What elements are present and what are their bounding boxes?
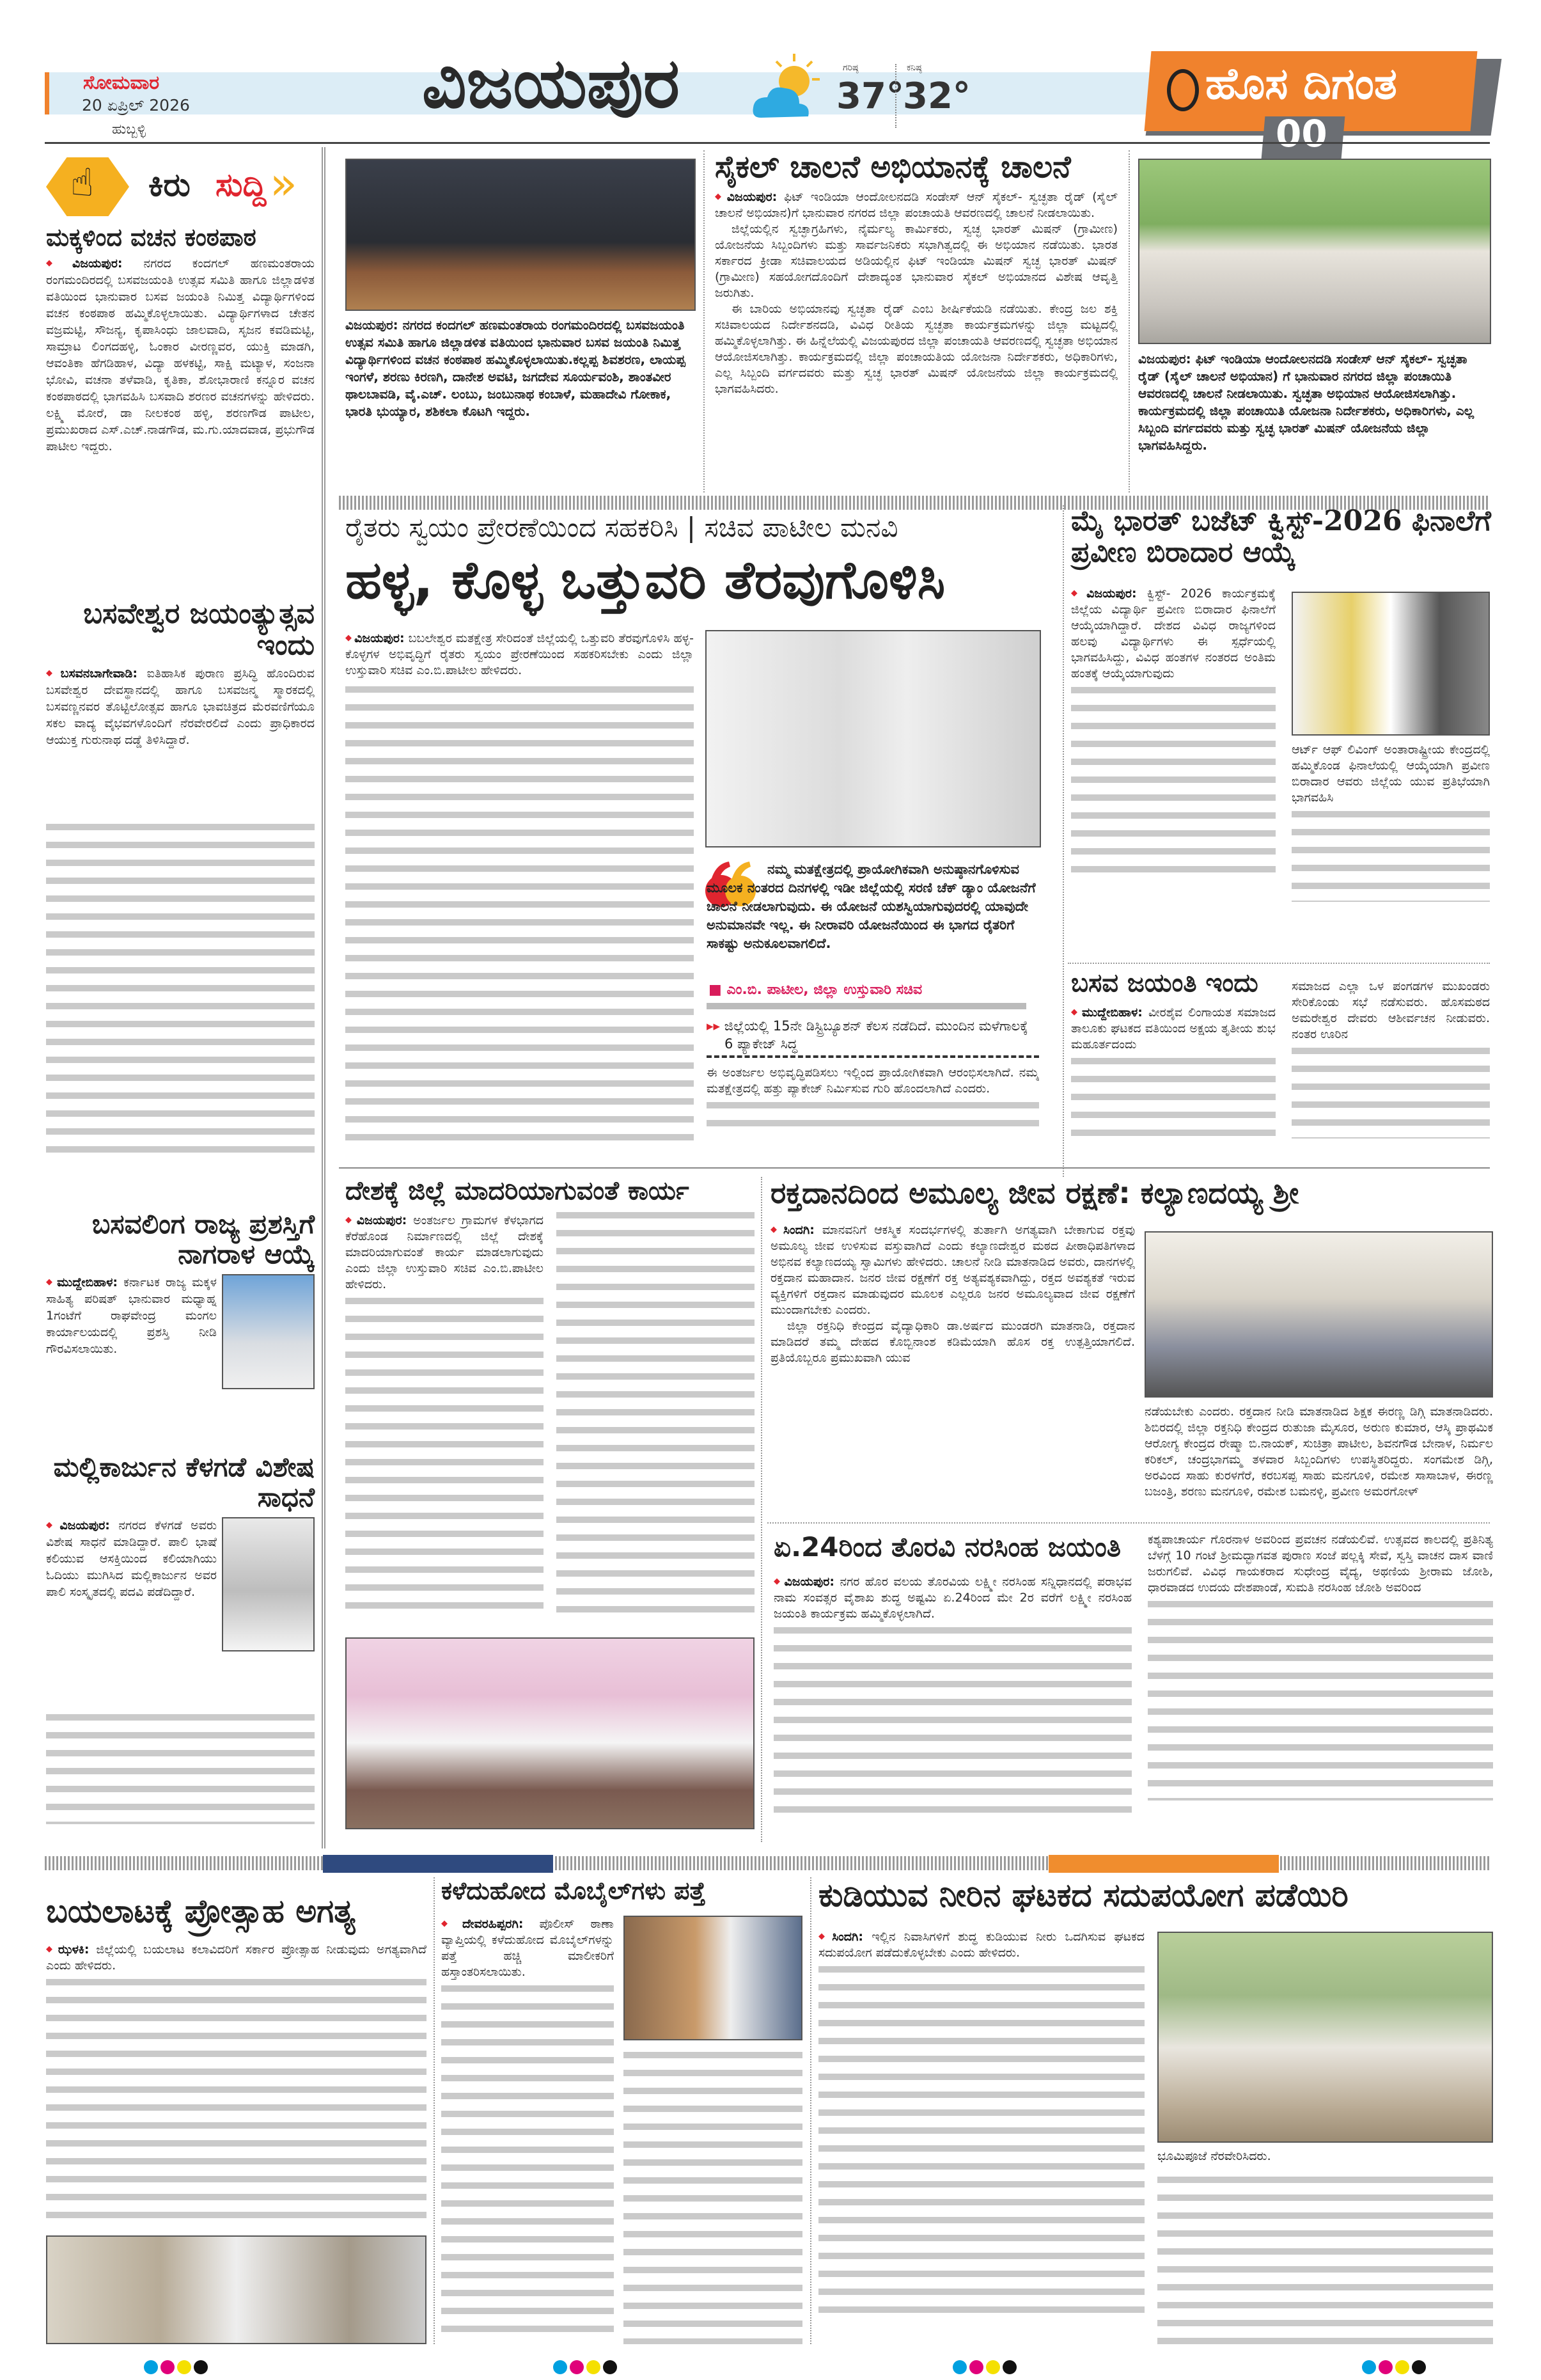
sun-cloud-icon <box>748 52 825 123</box>
cycle-story <box>715 150 1118 483</box>
divider <box>434 1877 435 2344</box>
portrait-photo <box>222 1274 315 1389</box>
text-lines <box>1292 1043 1490 1139</box>
text-lines <box>46 1709 315 1824</box>
pull-quote: ನಮ್ಮ ಮತಕ್ಷೇತ್ರದಲ್ಲಿ ಪ್ರಾಯೋಗಿಕವಾಗಿ ಅನುಷ್ಠಾನಗೊಳಿಸುವ ಮೂಲಕ ನಂತರದ ದಿನಗಳಲ್ಲಿ ಇಡೀ ಜಿಲ್ಲೆಯಲ್ಲಿ ಸರಣಿ ಚೆಕ್ ಡ್ಯಾಂ ಯೋಜನೆಗೆ ಚಾಲನೆ ನೀಡಲಾಗುವುದು. ಈ ಯೋಜನೆ ಯಶಸ್ವಿಯಾಗುವುದರಲ್ಲಿ ಯಾವುದೇ ಅನುಮಾನವೇ ಇಲ್ಲ. ಈ ನೀರಾವರಿ ಯೋಜನೆಯಿಂದ ಈ ಭಾಗದ ರೈತರಿಗೆ ಸಾಕಷ್ಟು ಅನುಕೂಲವಾಗಲಿದೆ. <box>707 862 1036 951</box>
blood-headline: ರಕ್ತದಾನದಿಂದ ಅಮೂಲ್ಯ ಜೀವ ರಕ್ಷಣೆ: ಕಲ್ಯಾಣದಯ್ಯ ಶ್ರೀ <box>770 1176 1299 1210</box>
divider <box>767 1522 1490 1524</box>
mybharat-headline: ಮೈ ಭಾರತ್ ಬಜೆಟ್ ಕ್ವಿಸ್ಟ್-2026 ಫಿನಾಲೆಗೆ ಪ್ರವೀಣ ಬಿರಾದಾರ ಆಯ್ಕೆ <box>1071 505 1491 569</box>
dateline: ◆ ವಿಜಯಪುರ: <box>345 631 405 645</box>
square-bullet-icon: ■ <box>708 982 727 998</box>
dateline: ◆ ವಿಜಯಪುರ: <box>774 1575 834 1589</box>
desha-headline: ದೇಶಕ್ಕೆ ಜಿಲ್ಲೆ ಮಾದರಿಯಾಗುವಂತೆ ಕಾರ್ಯ <box>345 1176 689 1206</box>
story-body: ಜಿಲ್ಲೆಯಲ್ಲಿ ಬಯಲಾಟ ಕಲಾವಿದರಿಗೆ ಸರ್ಕಾರ ಪ್ರೋತ್ಸಾಹ ನೀಡುವುದು ಅಗತ್ಯವಾಗಿದೆ ಎಂದು ಹೇಳಿದರು. <box>46 1943 426 1973</box>
text-lines <box>441 1980 614 2338</box>
divider <box>1068 963 1490 964</box>
min-temp: 32° <box>903 75 971 117</box>
headline: ಮಲ್ಲಿಕಾರ್ಜುನ ಕೆಳಗಡೆ ವಿಶೇಷ ಸಾಧನೆ <box>53 1451 315 1513</box>
column-divider <box>322 147 325 1848</box>
cycle-rally-photo <box>1138 159 1491 344</box>
arrow-icon: ▸▸ <box>707 1018 721 1034</box>
section-rule <box>339 1167 1490 1169</box>
blood-camp-photo <box>1145 1231 1493 1398</box>
story-body: ನಗರದ ಕೆಳಗಡೆ ಅವರು ವಿಶೇಷ ಸಾಧನೆ ಮಾಡಿದ್ದಾರೆ. ಪಾಲಿ ಭಾಷೆ ಕಲಿಯುವ ಆಸಕ್ತಿಯಿಂದ ಕಲಿಯಾಗಿಯು ಓದಿಯು ಮುಗಿಸಿದ ಮಲ್ಲಿಕಾರ್ಜುನ ಅವರ ಪಾಲಿ ಸಂಸ್ಕೃತದಲ್ಲಿ ಪದವಿ ಪಡೆದಿದ್ದಾರೆ. <box>46 1518 217 1600</box>
divider <box>810 1877 811 2344</box>
dateline: ◆ ಬಸವನಬಾಗೇವಾಡಿ: <box>46 666 137 681</box>
text-lines <box>623 2047 802 2344</box>
subhead-text: ಜಿಲ್ಲೆಯಲ್ಲಿ 15ನೇ ಡಿಸ್ಟ್ರಿಬ್ಯೂಶನ್ ಕೆಲಸ ನಡೆದಿದೆ. ಮುಂದಿನ ಮಳೆಗಾಲಕ್ಕೆ 6 ಪ್ಯಾಕೇಜ್ ಸಿದ್ಧ <box>724 1018 1028 1052</box>
story-body: ಈ ಅಂತರ್ಜಲ ಅಭಿವೃದ್ಧಿಪಡಿಸಲು ಇಲ್ಲಿಂದ ಪ್ರಾಯೋಗಿಕವಾಗಿ ಆರಂಭಿಸಲಾಗಿದೆ. ನಮ್ಮ ಮತಕ್ಷೇತ್ರದಲ್ಲಿ ಹತ್ತು ಪ್ಯಾಕೇಜ್ ನಿರ್ಮಿಸುವ ಗುರಿ ಹೊಂದಲಾಗಿದೆ ಎಂದರು. <box>707 1066 1039 1096</box>
artists-photo <box>46 2235 426 2344</box>
story-body: ಕರ್ನಾಟಕ ರಾಜ್ಯ ಮಕ್ಕಳ ಸಾಹಿತ್ಯ ಪರಿಷತ್ ಭಾನುವಾರ ಮಧ್ಯಾಹ್ನ 1ಗಂಟೆಗೆ ರಾಘವೇಂದ್ರ ಮಂಗಲ ಕಾರ್ಯಾಲಯದಲ್ಲಿ ಪ್ರಶಸ್ತಿ ನೀಡಿ ಗೌರವಿಸಲಾಯಿತು. <box>46 1275 217 1357</box>
police-photo <box>623 1916 802 2040</box>
water-headline: ಕುಡಿಯುವ ನೀರಿನ ಘಟಕದ ಸದುಪಯೋಗ ಪಡೆಯಿರಿ <box>818 1877 1349 1914</box>
text-lines <box>818 1961 1145 2319</box>
quote-author <box>708 982 922 998</box>
registration-marks <box>953 2360 1019 2377</box>
registration-marks <box>553 2360 620 2377</box>
dateline: ◆ ವಿಜಯಪುರ: <box>46 1518 110 1533</box>
photo-caption: ವಿಜಯಪುರ: ಫಿಟ್ ಇಂಡಿಯಾ ಆಂದೋಲನದಡಿ ಸಂಡೇಸ್ ಆನ್ ಸೈಕಲ್- ಸ್ವಚ್ಛತಾ ರೈಡ್ (ಸೈಲ್ ಚಾಲನೆ ಅಭಿಯಾನ) ಗೆ ಭಾನುವಾರ ನಗರದ ಜಿಲ್ಲಾ ಪಂಚಾಯಿತಿ ಆವರಣದಲ್ಲಿ ಚಾಲನೆ ನೀಡಲಾಯಿತು. ಸ್ವಚ್ಛತಾ ಅಭಿಯಾನ ಆಯೋಜಿಸಲಾಗಿತ್ತು. ಕಾರ್ಯಕ್ರಮದಲ್ಲಿ ಜಿಲ್ಲಾ ಪಂಚಾಯಿತಿ ಯೋಜನಾ ನಿರ್ದೇಶಕರು, ಅಧಿಕಾರಿಗಳು, ಎಲ್ಲ ಸಿಬ್ಬಂದಿ ವರ್ಗದವರು ಮತ್ತು ಸ್ವಚ್ಛ ಭಾರತ್ ಮಿಷನ್ ಯೋಜನೆಯ ಜಿಲ್ಲಾ ಭಾಗವಹಿಸಿದ್ದರು. <box>1138 351 1475 453</box>
dateline: ◆ ಸಿಂದಗಿ: <box>818 1930 863 1944</box>
edition-label: ಹುಬ್ಬಳ್ಳಿ <box>112 122 146 138</box>
story-body: ಜಿಲ್ಲಾ ರಕ್ತನಿಧಿ ಕೇಂದ್ರದ ವೈದ್ಯಾಧಿಕಾರಿ ಡಾ.ಅರ್ಷದ ಮುಂಡರಗಿ ಮಾತನಾಡಿ, ರಕ್ತದಾನ ಮಾಡಿದರೆ ತಮ್ಮ ದೇಹದ ಕೊಬ್ಬಿನಾಂಶ ಕಡಿಮೆಯಾಗಿ ಹೊಸ ರಕ್ತ ಉತ್ಪತ್ತಿಯಾಗಲಿದೆ. ಪ್ರತಿಯೊಬ್ಬರೂ ಪ್ರಮುಖವಾಗಿ ಯುವ <box>770 1319 1135 1365</box>
dateline: ◆ ಝಳಕಿ: <box>46 1943 89 1957</box>
text-lines <box>1148 1596 1493 1801</box>
text-lines <box>707 1097 1039 1135</box>
headline: ಬಸವೇಶ್ವರ ಜಯಂತ್ಯುತ್ಸವ ಇಂದು <box>83 597 315 662</box>
text-lines <box>1157 2171 1493 2344</box>
max-temp-label: ಗರಿಷ್ಠ <box>843 63 859 73</box>
day-label: ಸೋಮವಾರ <box>83 72 160 94</box>
city-title: ವಿಜಯಪುರ <box>422 43 680 123</box>
story-body: ವೀರಶೈವ ಲಿಂಗಾಯತ ಸಮಾಜದ ತಾಲೂಕು ಘಟಕದ ವತಿಯಿಂದ ಅಕ್ಷಯ ತೃತೀಯ ಶುಭ ಮಹೂರ್ತದಂದು <box>1071 1005 1276 1052</box>
kirusuddi-badge <box>46 157 315 216</box>
logo-emblem-icon <box>1167 69 1199 111</box>
dateline: ◆ ದೇವರಹಿಪ್ಪರಗಿ: <box>441 1917 523 1931</box>
subhead <box>707 1017 1039 1053</box>
dateline: ◆ ವಿಜಯಪುರ: <box>1071 587 1137 601</box>
quote-author-name: ಎಂ.ಬಿ. ಪಾಟೀಲ, ಜಿಲ್ಲಾ ಉಸ್ತುವಾರಿ ಸಚಿವ <box>726 982 923 998</box>
max-temp: 37° <box>836 75 904 117</box>
dateline: ◆ ಸಿಂದಗಿ: <box>770 1223 815 1237</box>
dateline: ◆ ಮುದ್ದೇಬಿಹಾಳ: <box>1071 1005 1143 1020</box>
text-lines <box>1292 806 1490 902</box>
divider <box>761 1177 762 1842</box>
story-body: ಐತಿಹಾಸಿಕ ಪುರಾಣ ಪ್ರಸಿದ್ಧಿ ಹೊಂದಿರುವ ಬಸವೇಶ್ವರ ದೇವಸ್ಥಾನದಲ್ಲಿ ಹಾಗೂ ಬಸವಜನ್ಮ ಸ್ಮಾರಕದಲ್ಲಿ ಬಸವಣ್ಣನವರ ತೊಟ್ಟಿಲೋತ್ಸವ ಹಾಗೂ ಭಾವಚಿತ್ರದ ಮೆರವಣಿಗೆಯೂ ಸಕಲ ವಾದ್ಯ ವೈಭವಗಳೊಂದಿಗೆ ನೆರವೇರಲಿದೆ ಎಂದು ಪ್ರಾಧಿಕಾರದ ಆಯುಕ್ತ ಗುರುನಾಥ ದಡ್ಡೆ ತಿಳಿಸಿದ್ದಾರೆ. <box>46 666 315 747</box>
mobile-headline: ಕಳೆದುಹೋದ ಮೊಬೈಲ್‌ಗಳು ಪತ್ತೆ <box>441 1877 706 1905</box>
text-lines <box>345 681 694 1148</box>
story-body: ಬಬಲೇಶ್ವರ ಮತಕ್ಷೇತ್ರ ಸೇರಿದಂತೆ ಜಿಲ್ಲೆಯಲ್ಲಿ ಒತ್ತುವರಿ ತೆರವುಗೊಳಿಸಿ ಹಳ್ಳ-ಕೊಳ್ಳಗಳ ಅಭಿವೃದ್ಧಿಗೆ ರೈತರು ಸ್ವಯಂ ಪ್ರೇರಣೆಯಿಂದ ಸಹಕರಿಸಬೇಕು ಎಂದು ಜಿಲ್ಲಾ ಉಸ್ತುವಾರಿ ಸಚಿವ ಎಂ.ಬಿ.ಪಾಟೀಲ ಹೇಳಿದರು. <box>345 631 694 677</box>
photo-caption: ವಿಜಯಪುರ: ನಗರದ ಕಂದಗಲ್ ಹಣಮಂತರಾಯ ರಂಗಮಂದಿರದಲ್ಲಿ ಬಸವಜಯಂತಿ ಉತ್ಸವ ಸಮಿತಿ ಹಾಗೂ ಜಿಲ್ಲಾಡಳಿತ ವತಿಯಿಂದ ಭಾನುವಾರ ಬಸವ ಜಯಂತಿ ನಿಮಿತ್ತ ವಿದ್ಯಾರ್ಥಿಗಳಿಂದ ವಚನ ಕಂಠಪಾಠ ಹಮ್ಮಿಕೊಳ್ಳಲಾಯಿತು.ಕಲ್ಲಪ್ಪ ಶಿವಶರಣ, ಲಾಯಪ್ಪ ಇಂಗಳೆ, ಶರಣು ಕಿರಣಗಿ, ದಾನೇಶ ಅವಟಿ, ಜಗದೇವ ಸೂರ್ಯವಂಶಿ, ಶಾಂತವೀರ ಥಾಲಬಾವಡಿ, ವೈ.ಎಚ್. ಲಂಬು, ಜಂಬುನಾಥ ಕಂಬಾಳೆ, ಮಹಾದೇವಿ ಗೋಕಾಕ, ಭಾರತಿ ಭುಯ್ಯಾರ, ಶಶಿಕಲಾ ಕೊಟಗಿ ಇದ್ದರು. <box>345 317 685 419</box>
text-lines <box>1071 1053 1276 1136</box>
story-body: ಸಮಾಜದ ಎಲ್ಲಾ ಒಳ ಪಂಗಡಗಳ ಮುಖಂಡರು ಸೇರಿಕೊಂಡು ಸಭೆ ನಡೆಸುವರು. ಹೊಸಮಠದ ಅಮರೇಶ್ವರ ದೇವರು ಆಶೀರ್ವಚನ ನೀಡುವರು. ನಂತರ ಊರಿನ <box>1292 979 1490 1041</box>
page-number: 00 <box>1276 112 1327 155</box>
pointing-hand-icon: ☝ <box>70 161 94 205</box>
registration-marks <box>1362 2360 1428 2377</box>
stage-photo <box>345 159 696 311</box>
paper-name: ಹೊಸ ದಿಗಂತ <box>1205 59 1397 109</box>
headline: ಮಕ್ಕಳಿಂದ ವಚನ ಕಂಠಪಾಠ <box>46 223 256 251</box>
story-body: ಪೊಲೀಸ್ ಠಾಣಾ ವ್ಯಾಪ್ತಿಯಲ್ಲಿ ಕಳೆದುಹೋದ ಮೊಬೈಲ್‌ಗಳನ್ನು ಪತ್ತೆ ಹಚ್ಚಿ ಮಾಲೀಕರಿಗೆ ಹಸ್ತಾಂತರಿಸಲಾಯಿತು. <box>441 1917 614 1979</box>
dateline: ◆ ಮುದ್ದೇಬಿಹಾಳ: <box>46 1275 118 1289</box>
registration-marks <box>144 2360 210 2377</box>
story-body: ನಗರದ ಕಂದಗಲ್ ಹಣಮಂತರಾಯ ರಂಗಮಂದಿರದಲ್ಲಿ ಬಸವಜಯಂತಿ ಉತ್ಸವ ಸಮಿತಿ ಹಾಗೂ ಜಿಲ್ಲಾಡಳಿತ ವತಿಯಿಂದ ಭಾನುವಾರ ಬಸವ ಜಯಂತಿ ನಿಮಿತ್ತ ವಿದ್ಯಾರ್ಥಿಗಳಿಂದ ವಚನ ಕಂಠಪಾಠ ಹಮ್ಮಿಕೊಳ್ಳಲಾಯಿತು. ವಿದ್ಯಾರ್ಥಿಗಳಾದ ಚೇತನ ವಜ್ರಮಟ್ಟಿ, ಸೌಜನ್ಯ, ಕೃಪಾಸಿಂಧು ಜಾಲವಾದಿ, ಸೃಜನ ಕವಡಿಮಟ್ಟಿ, ಸಾಮ್ರಾಟ ಲಿಂಗದಹಳ್ಳಿ, ಓಂಕಾರ ವೀರಣ್ಣವರ, ಯುಕ್ತಿ ಮಾಡಗಿ, ಆವಂತಿಕಾ ಹೆಗಡಿಹಾಳ, ವಿದ್ಯಾ ಹಳಕಟ್ಟಿ, ಸಾಕ್ಷಿ ಮಟ್ಯಾಳ, ಸಂಜನಾ ಭೋವಿ, ವಚನಾ ತಳೆವಾಡಿ, ಕೃತಿಕಾ, ಶೋಭಾರಾಣಿ ಕನ್ನೂರ ವಚನ ಕಂಠಪಾಠದಲ್ಲಿ ಭಾಗವಹಿಸಿ ಬಸವಾದಿ ಶರಣರ ವಚನಗಳನ್ನು ಹೇಳಿದರು. ಲಕ್ಷ್ಮಿ ಮೋರೆ, ಡಾ ನೀಲಕಂಠ ಹಳ್ಳಿ, ಶರಣಗೌಡ ಪಾಟೀಲ, ಪ್ರಮುಖರಾದ ಎಸ್.ಎಚ್.ನಾಡಗೌಡ, ಮ.ಗು.ಯಾದವಾಡ, ಪ್ರಭುಗೌಡ ಪಾಟೀಲ ಇದ್ದರು. <box>46 256 315 453</box>
dateline: ◆ ವಿಜಯಪುರ: <box>46 256 122 271</box>
chevrons-icon: » <box>270 157 297 210</box>
story-body: ಇಲ್ಲಿನ ನಿವಾಸಿಗಳಿಗೆ ಶುದ್ಧ ಕುಡಿಯುವ ನೀರು ಒದಗಿಸುವ ಘಟಕದ ಸದುಪಯೋಗ ಪಡೆದುಕೊಳ್ಳಬೇಕು ಎಂದು ಹೇಳಿದರು. <box>818 1930 1145 1960</box>
text-lines <box>1071 682 1276 874</box>
divider <box>703 150 705 493</box>
student-photo <box>1292 592 1490 736</box>
lead-headline: ಹಳ್ಳ, ಕೊಳ್ಳ ಒತ್ತುವರಿ ತೆರವುಗೊಳಿಸಿ <box>345 550 946 611</box>
inauguration-photo <box>345 1637 755 1829</box>
portrait-photo <box>222 1517 315 1651</box>
divider <box>1063 505 1064 1177</box>
narasimha-headline: ಏ.24ರಿಂದ ತೊರವಿ ನರಸಿಂಹ ಜಯಂತಿ <box>774 1531 1121 1563</box>
kiru-story-4 <box>46 1452 315 1824</box>
lead-kicker: ರೈತರು ಸ್ವಯಂ ಪ್ರೇರಣೆಯಿಂದ ಸಹಕರಿಸಿ | ಸಚಿವ ಪಾಟೀಲ ಮನವಿ <box>345 512 898 543</box>
story-body: ಈ ಬಾರಿಯ ಅಭಿಯಾನವು ಸ್ವಚ್ಛತಾ ರೈಡ್ ಎಂಬ ಶೀರ್ಷಿಕೆಯಡಿ ನಡೆಯಿತು. ಕೇಂದ್ರ ಜಲ ಶಕ್ತಿ ಸಚಿವಾಲಯದ ನಿರ್ದೇಶನದಡಿ, ವಿವಿಧ ರೀತಿಯ ಸ್ವಚ್ಛತಾ ಕಾರ್ಯಕ್ರಮಗಳನ್ನು ಜಿಲ್ಲಾ ಮಟ್ಟದಲ್ಲಿ ಹಮ್ಮಿಕೊಳ್ಳಲಾಗಿತ್ತು. ಈ ಹಿನ್ನೆಲೆಯಲ್ಲಿ ವಿಜಯಪುರದ ಜಿಲ್ಲಾ ಪಂಚಾಯತಿ ಆವರಣದಲ್ಲಿ ಸ್ವಚ್ಛತಾ ಅಭಿಯಾನ ಆಯೋಜಿಸಲಾಗಿತ್ತು. ಕಾರ್ಯಕ್ರಮದಲ್ಲಿ ಜಿಲ್ಲಾ ಪಂಚಾಯತಿಯ ಯೋಜನಾ ನಿರ್ದೇಶಕರು, ಅಧಿಕಾರಿಗಳು, ಎಲ್ಲ ಸಿಬ್ಬಂದಿ ವರ್ಗದವರು ಮತ್ತು ಸ್ವಚ್ಛ ಭಾರತ್ ಮಿಷನ್ ಯೋಜನೆಯ ಜಿಲ್ಲಾ ಕಾರ್ಯಕ್ರಮದಲ್ಲಿ ಭಾಗವಹಿಸಿದರು. <box>715 301 1118 396</box>
headline: ಬಸವಲಿಂಗ ರಾಜ್ಯ ಪ್ರಶಸ್ತಿಗೆ ನಾಗರಾಳ ಆಯ್ಕೆ <box>91 1208 315 1270</box>
story-body: ಜಿಲ್ಲೆಯಲ್ಲಿನ ಸ್ವಚ್ಛಾಗ್ರಹಿಗಳು, ನೈರ್ಮಲ್ಯ ಕಾರ್ಮಿಕರು, ಸ್ವಚ್ಛ ಭಾರತ್ ಮಿಷನ್ (ಗ್ರಾಮೀಣ) ಯೋಜನೆಯ ಸಿಬ್ಬಂದಿಗಳು ಮತ್ತು ಸಾರ್ವಜನಿಕರು ಸಭಾಗಿತ್ವದಲ್ಲಿ ಈ ಅಭಿಯಾನ ನಡೆಯಿತು. ಭಾರತ ಸರ್ಕಾರದ ಕ್ರೀಡಾ ಸಚಿವಾಲಯದ ಅಡಿಯಲ್ಲಿನ ಫಿಟ್ ಇಂಡಿಯಾ ಮಿಷನ್ ಸ್ವಚ್ಛ ಭಾರತ್ ಮಿಷನ್ (ಗ್ರಾಮೀಣ) ಸಹಯೋಗದೊಂದಿಗೆ ದೇಶಾದ್ಯಂತ ಭಾನುವಾರ ಸೈಕಲ್ ಅಭಿಯಾನದ ವಿಶೇಷ ಆವೃತ್ತಿ ಜರುಗಿತು. <box>715 221 1118 300</box>
kiru-label: ಕಿರು <box>148 166 191 203</box>
dateline: ◆ ವಿಜಯಪುರ: <box>715 190 777 204</box>
story-body: ಅಂತರ್ಜಲ ಗ್ರಾಮಗಳ ಕೆಳಭಾಗದ ಕೆರೆಹೊಂಡ ನಿರ್ಮಾಣದಲ್ಲಿ ಜಿಲ್ಲೆ ದೇಶಕ್ಕೆ ಮಾದರಿಯಾಗುವಂತೆ ಕಾರ್ಯ ಮಾಡಲಾಗುವುದು ಎಂದು ಜಿಲ್ಲಾ ಉಸ್ತುವಾರಿ ಸಚಿವ ಎಂ.ಬಿ.ಪಾಟೀಲ ಹೇಳಿದರು. <box>345 1213 544 1291</box>
kiru-story-3 <box>46 1209 315 1415</box>
kiru-story-1 <box>46 224 315 581</box>
masthead-rule <box>45 142 1490 144</box>
text-lines <box>774 1622 1132 1814</box>
bayalata-headline: ಬಯಲಾಟಕ್ಕೆ ಪ್ರೋತ್ಸಾಹ ಅಗತ್ಯ <box>46 1893 356 1930</box>
text-lines <box>46 1974 426 2229</box>
checkdam-photo <box>705 630 1041 847</box>
water-plant-photo <box>1157 1932 1493 2143</box>
story-body: ಫಿಟ್ ಇಂಡಿಯಾ ಆಂದೋಲನದಡಿ ಸಂಡೇಸ್ ಆನ್ ಸೈಕಲ್- ಸ್ವಚ್ಛತಾ ರೈಡ್ (ಸೈಲ್ ಚಾಲನೆ ಅಭಿಯಾನ)ಗೆ ಭಾನುವಾರ ನಗರದ ಜಿಲ್ಲಾ ಪಂಚಾಯತಿ ಆವರಣದಲ್ಲಿ ಚಾಲನೆ ನೀಡಲಾಯಿತು. <box>715 189 1118 220</box>
story-body: ಕ್ವಿಸ್ಟ್- 2026 ಕಾರ್ಯಕ್ರಮಕ್ಕೆ ಜಿಲ್ಲೆಯ ವಿದ್ಯಾರ್ಥಿ ಪ್ರವೀಣ ಬಿರಾದಾರ ಫಿನಾಲೆಗೆ ಆಯ್ಕೆಯಾಗಿದ್ದಾರೆ. ದೇಶದ ವಿವಿಧ ರಾಜ್ಯಗಳಿಂದ ಹಲವು ವಿದ್ಯಾರ್ಥಿಗಳು ಈ ಸ್ಪರ್ಧೆಯಲ್ಲಿ ಭಾಗವಹಿಸಿದ್ದು, ವಿವಿಧ ಹಂತಗಳ ನಂತರದ ಅಂತಿಮ ಹಂತಕ್ಕೆ ಆಯ್ಕೆಯಾಗುವುದು <box>1071 587 1276 681</box>
story-body: ಮಾನವನಿಗೆ ಆಕಸ್ಮಿಕ ಸಂದರ್ಭಗಳಲ್ಲಿ ತುರ್ತಾಗಿ ಅಗತ್ಯವಾಗಿ ಬೇಕಾಗುವ ರಕ್ತವು ಅಮೂಲ್ಯ ಜೀವ ಉಳಿಸುವ ವಸ್ತುವಾಗಿದೆ ಎಂದು ಕಲ್ಯಾಣದೇಶ್ವರ ಮಠದ ಪೀಠಾಧಿಪತಿಗಳಾದ ಅಭಿನವ ಕಲ್ಯಾಣದಯ್ಯ ಸ್ವಾಮಿಗಳು ಹೇಳಿದರು. ಚಾಲನೆ ನೀಡಿ ಮಾತನಾಡಿದ ಅವರು, ದಾನಗಳಲ್ಲಿ ರಕ್ತದಾನ ಮಹಾದಾನ. ಜನರ ಜೀವ ರಕ್ಷಣೆಗೆ ರಕ್ತ ಅತ್ಯವಶ್ಯಕವಾಗಿದ್ದು, ರಕ್ತದ ಅವಶ್ಯಕತೆ ಇರುವ ವ್ಯಕ್ತಿಗಳಿಗೆ ರಕ್ತದಾನ ಮಾಡುವುದರ ಮೂಲಕ ಎಲ್ಲರೂ ಜನರ ಅಮೂಲ್ಯವಾದ ಜೀವ ರಕ್ಷಣೆಗೆ ಮುಂದಾಗಬೇಕು ಎಂದರು. <box>770 1223 1135 1317</box>
accent-block-blue <box>323 1855 553 1873</box>
date-label: 20 ಏಪ್ರಿಲ್ 2026 <box>82 96 190 114</box>
accent-block-orange <box>1049 1855 1279 1873</box>
kiru-story-2 <box>46 598 315 1158</box>
story-body: ಕಶ್ಯಪಾಚಾರ್ಯ ಗೊರನಾಳ ಅವರಿಂದ ಪ್ರವಚನ ನಡೆಯಲಿವೆ. ಉತ್ಸವದ ಕಾಲದಲ್ಲಿ ಪ್ರತಿನಿತ್ಯ ಬೆಳಗ್ಗೆ 10 ಗಂಟೆ ಶ್ರೀಮದ್ಭಾಗವತ ಪುರಾಣ ಸಂಜೆ ಪಲ್ಲಕ್ಕಿ ಸೇವೆ, ಸ್ವಸ್ತಿ ವಾಚನ ದಾಸ ವಾಣಿ ಜರುಗಲಿವೆ. ವಿವಿಧ ಗಾಯಕರಾದ ಸುಧೇಂದ್ರ ವೈದ್ಯ, ಅಥಣಿಯ ಶ್ರೀರಾಮ ಜೋಶಿ, ಧಾರವಾಡದ ಉದಯ ದೇಶಪಾಂಡೆ, ಸುಮತಿ ನರಸಿಂಹ ಜೋಶಿ ಅವರಿಂದ <box>1148 1533 1493 1595</box>
dash-rule <box>707 1055 1039 1058</box>
photo-caption: ಭೂಮಿಪೂಜೆ ನೆರವೇರಿಸಿದರು. <box>1157 2149 1271 2163</box>
min-temp-label: ಕನಿಷ್ಠ <box>907 63 922 73</box>
basava-headline: ಬಸವ ಜಯಂತಿ ಇಂದು <box>1071 968 1258 998</box>
temp-divider <box>895 64 896 128</box>
divider <box>1129 150 1130 493</box>
dateline: ◆ ವಿಜಯಪುರ: <box>345 1213 407 1227</box>
suddi-label: ಸುದ್ದಿ <box>215 166 267 203</box>
story-body: ನಗರ ಹೊರ ವಲಯ ತೊರವಿಯ ಲಕ್ಷ್ಮೀ ನರಸಿಂಹ ಸನ್ನಿಧಾನದಲ್ಲಿ ಪರಾಭವ ನಾಮ ಸಂವತ್ಸರ ವೈಶಾಖ ಶುದ್ಧ ಅಷ್ಟಮಿ ಏ.24ರಿಂದ ಮೇ 2ರ ವರೆಗೆ ಲಕ್ಷ್ಮೀ ನರಸಿಂಹ ಜಯಂತಿ ಕಾರ್ಯಕ್ರಮ ಹಮ್ಮಿಕೊಳ್ಳಲಾಗಿದೆ. <box>774 1575 1132 1621</box>
headline: ಸೈಕಲ್ ಚಾಲನೆ ಅಭಿಯಾನಕ್ಕೆ ಚಾಲನೆ <box>715 149 1071 185</box>
story-body: ಆರ್ಟ್ ಆಫ್ ಲಿವಿಂಗ್ ಅಂತಾರಾಷ್ಟ್ರೀಯ ಕೇಂದ್ರದಲ್ಲಿ ಹಮ್ಮಿಕೊಂಡ ಫಿನಾಲೆಯಲ್ಲಿ ಆಯ್ಕೆಯಾಗಿ ಪ್ರವೀಣ ಬಿರಾದಾರ ಆವರು ಜಿಲ್ಲೆಯ ಯುವ ಪ್ರತಿಭೆಯಾಗಿ ಭಾಗವಹಿಸಿ <box>1292 743 1490 805</box>
story-body: ನಡೆಯಬೇಕು ಎಂದರು. ರಕ್ತದಾನ ನೀಡಿ ಮಾತನಾಡಿದ ಶಿಕ್ಷಕ ಈರಣ್ಣ ಡಿಗ್ಗಿ ಮಾತನಾಡಿದರು. ಶಿಬಿರದಲ್ಲಿ ಜಿಲ್ಲಾ ರಕ್ತನಿಧಿ ಕೇಂದ್ರದ ರುತುಜಾ ಮೈಸೂರ, ಅರುಣ ಕುಮಾರ, ಆಸ್ಕಿ ಪ್ರಾಥಮಿಕ ಆರೋಗ್ಯ ಕೇಂದ್ರದ ರೇಷ್ಮಾ ಬಿ.ನಾಯಕ್, ಸುಚಿತ್ರಾ ಪಾಟೀಲ, ಶಿವನಗೌಡ ಬೇನಾಳ, ನಿರ್ಮಲ ಕರಿಕಲ್, ಚಂದ್ರಭಾಗಮ್ಮ ತಳವಾರ ಸಿಬ್ಬಂದಿಗಳು ಉಪಸ್ಥಿತರಿದ್ದರು. ಸಂಗಮೇಶ ಡಿಗ್ಗಿ, ಅರವಿಂದ ಸಾಹು ಕುರಳಗೆರೆ, ಕರಬಸಪ್ಪ ಸಾಹು ಮನಗೂಳಿ, ರಮೇಶ ಸಾಸಾಬಾಳ, ಈರಣ್ಣ ಬಜಂತ್ರಿ, ಶರಣು ಮನಗೂಳಿ, ರಮೇಶ ಬಮನಳ್ಳಿ, ಪ್ರವೀಣ ಅಮರಗೋಳ್ <box>1145 1405 1493 1499</box>
text-lines <box>46 819 315 1158</box>
gray-rule <box>707 1003 1026 1009</box>
